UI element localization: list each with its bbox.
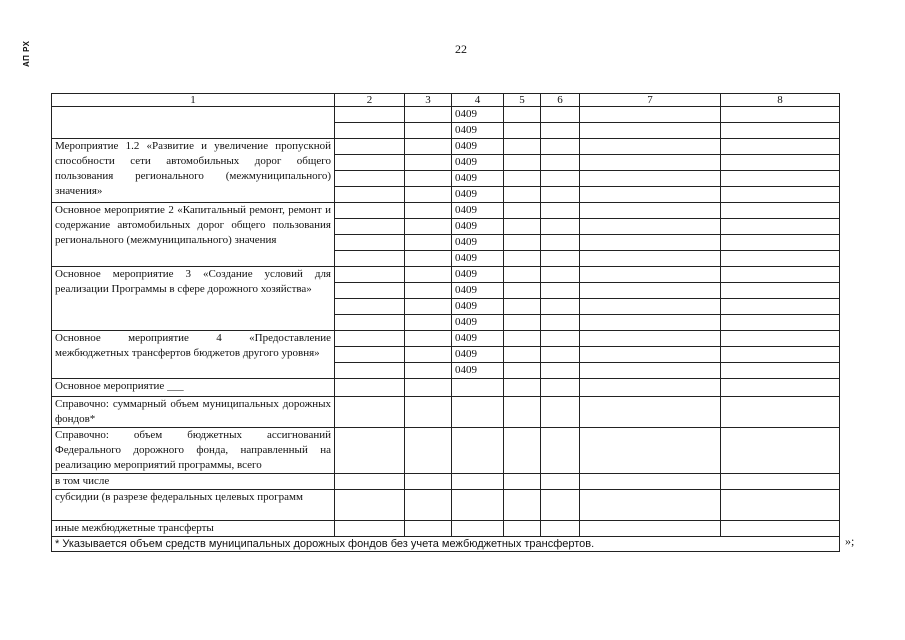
table-cell: [335, 139, 405, 155]
table-cell: [335, 155, 405, 171]
budget-code: 0409: [452, 123, 504, 139]
table-cell: [452, 521, 504, 537]
table-row: [52, 397, 840, 428]
table-cell: [541, 139, 580, 155]
table-cell: [504, 171, 541, 187]
budget-code: 0409: [452, 171, 504, 187]
column-header: 3: [405, 94, 452, 107]
table-cell: [580, 299, 721, 315]
table-cell: [580, 428, 721, 474]
table-cell: [504, 490, 541, 521]
table-cell: [721, 171, 840, 187]
table-cell: [405, 363, 452, 379]
table-row: [52, 428, 840, 474]
table-cell: [541, 107, 580, 123]
closing-mark: »;: [845, 534, 855, 548]
table-cell: [541, 155, 580, 171]
table-cell: [405, 347, 452, 363]
table-cell: [541, 299, 580, 315]
table-cell: [580, 123, 721, 139]
table-cell: [335, 363, 405, 379]
table-cell: [405, 107, 452, 123]
table-cell: [405, 219, 452, 235]
table-row: [52, 267, 840, 283]
table-cell: [335, 397, 405, 428]
table-cell: [721, 251, 840, 267]
table-cell: [721, 203, 840, 219]
table-cell: [504, 428, 541, 474]
table-cell: [504, 474, 541, 490]
table-cell: [335, 331, 405, 347]
table-cell: [721, 235, 840, 251]
column-header: 6: [541, 94, 580, 107]
table-cell: [504, 299, 541, 315]
table-cell: [335, 107, 405, 123]
table-cell: [721, 428, 840, 474]
measure-name: Основное мероприятие 3 «Создание условий для реализации Программы в сфере дорожного хозяйства»: [52, 267, 335, 331]
table-cell: [504, 235, 541, 251]
table-cell: [580, 219, 721, 235]
table-cell: [405, 235, 452, 251]
table-cell: [405, 267, 452, 283]
table-row: [52, 490, 840, 521]
budget-code: 0409: [452, 187, 504, 203]
table-cell: [452, 428, 504, 474]
table-cell: [541, 283, 580, 299]
table-row: [52, 379, 840, 397]
table-cell: [721, 331, 840, 347]
table-cell: [541, 315, 580, 331]
table-cell: [335, 315, 405, 331]
budget-code: 0409: [452, 155, 504, 171]
budget-code: 0409: [452, 347, 504, 363]
table-cell: [541, 521, 580, 537]
table-cell: [721, 267, 840, 283]
table-cell: [405, 155, 452, 171]
table-cell: [504, 123, 541, 139]
data-table: [51, 93, 840, 552]
table-cell: [721, 219, 840, 235]
side-label: АП РХ: [22, 40, 31, 68]
table-cell: [335, 123, 405, 139]
table-cell: [405, 203, 452, 219]
table-cell: [335, 347, 405, 363]
table-row: [52, 107, 840, 123]
table-cell: [541, 267, 580, 283]
table-cell: [580, 521, 721, 537]
table-cell: [335, 219, 405, 235]
column-header: 7: [580, 94, 721, 107]
table-cell: [335, 474, 405, 490]
budget-code: 0409: [452, 283, 504, 299]
budget-code: 0409: [452, 251, 504, 267]
table-cell: [721, 139, 840, 155]
table-cell: [580, 379, 721, 397]
table-cell: [580, 474, 721, 490]
table-cell: [541, 363, 580, 379]
table-header-row: [52, 94, 840, 107]
table-cell: [541, 379, 580, 397]
table-cell: [580, 107, 721, 123]
budget-code: 0409: [452, 107, 504, 123]
table-cell: [541, 331, 580, 347]
table-row: [52, 331, 840, 347]
measure-name: [52, 107, 335, 139]
table-cell: [405, 397, 452, 428]
table-cell: [721, 107, 840, 123]
table-cell: [580, 267, 721, 283]
table-cell: [504, 155, 541, 171]
table-cell: [721, 187, 840, 203]
budget-code: 0409: [452, 331, 504, 347]
table-cell: [541, 187, 580, 203]
budget-code: 0409: [452, 267, 504, 283]
page-number: 22: [455, 42, 467, 56]
column-header: 8: [721, 94, 840, 107]
table-cell: [504, 283, 541, 299]
table-cell: [504, 251, 541, 267]
table-cell: [541, 428, 580, 474]
table-cell: [335, 267, 405, 283]
table-cell: [504, 315, 541, 331]
table-cell: [452, 397, 504, 428]
table-cell: [721, 363, 840, 379]
table-cell: [405, 187, 452, 203]
table-row: [52, 521, 840, 537]
table-row: [52, 139, 840, 155]
table-cell: [580, 315, 721, 331]
table-cell: [452, 474, 504, 490]
table-cell: [580, 139, 721, 155]
footnote-row: [52, 537, 840, 552]
table-cell: [405, 283, 452, 299]
table-row: [52, 203, 840, 219]
table-cell: [580, 363, 721, 379]
budget-code: 0409: [452, 203, 504, 219]
table-cell: [721, 299, 840, 315]
table-cell: [541, 123, 580, 139]
table-cell: [504, 347, 541, 363]
table-cell: [504, 521, 541, 537]
measure-name: Основное мероприятие 4 «Предоставление межбюджетных трансфертов бюджетов другого уровня»: [52, 331, 335, 379]
table-cell: [452, 379, 504, 397]
table-cell: [580, 171, 721, 187]
table-cell: [721, 123, 840, 139]
measure-name: Мероприятие 1.2 «Развитие и увеличение пропускной способности сети автомобильных дорог общего пользования регионального (межмуниципального) значения»: [52, 139, 335, 203]
table-row: [52, 474, 840, 490]
table-cell: [541, 235, 580, 251]
table-cell: [541, 347, 580, 363]
table-cell: [405, 315, 452, 331]
table-cell: [504, 187, 541, 203]
row-label: субсидии (в разрезе федеральных целевых программ: [52, 490, 335, 521]
table-cell: [504, 363, 541, 379]
table-cell: [504, 219, 541, 235]
table-cell: [541, 490, 580, 521]
table-cell: [335, 187, 405, 203]
table-cell: [405, 428, 452, 474]
table-cell: [504, 107, 541, 123]
row-label: Основное мероприятие ___: [52, 379, 335, 397]
footnote: * Указывается объем средств муниципальных дорожных фондов без учета межбюджетных трансфертов.: [52, 537, 840, 552]
table-cell: [541, 474, 580, 490]
table-cell: [721, 283, 840, 299]
budget-code: 0409: [452, 219, 504, 235]
table-cell: [721, 155, 840, 171]
table-cell: [580, 397, 721, 428]
table-cell: [335, 235, 405, 251]
table-cell: [541, 397, 580, 428]
measure-name: Основное мероприятие 2 «Капитальный ремонт, ремонт и содержание автомобильных дорог общего пользования регионального (межмуниципального) значения: [52, 203, 335, 267]
table-cell: [335, 283, 405, 299]
table-cell: [721, 315, 840, 331]
table-cell: [721, 521, 840, 537]
table-cell: [721, 379, 840, 397]
table-cell: [405, 521, 452, 537]
budget-code: 0409: [452, 363, 504, 379]
table-cell: [452, 490, 504, 521]
table-cell: [405, 123, 452, 139]
column-header: 4: [452, 94, 504, 107]
table-cell: [580, 347, 721, 363]
table-cell: [335, 203, 405, 219]
budget-code: 0409: [452, 315, 504, 331]
table-cell: [335, 521, 405, 537]
table-cell: [405, 490, 452, 521]
row-label: иные межбюджетные трансферты: [52, 521, 335, 537]
table-cell: [721, 397, 840, 428]
table-cell: [405, 139, 452, 155]
table-cell: [335, 428, 405, 474]
column-header: 1: [52, 94, 335, 107]
table-cell: [580, 155, 721, 171]
table-cell: [405, 171, 452, 187]
table-cell: [580, 187, 721, 203]
table-body: [52, 94, 840, 552]
table-cell: [335, 251, 405, 267]
table-cell: [335, 379, 405, 397]
table-cell: [580, 283, 721, 299]
column-header: 5: [504, 94, 541, 107]
table-cell: [580, 203, 721, 219]
budget-code: 0409: [452, 139, 504, 155]
table-cell: [405, 379, 452, 397]
table-cell: [405, 331, 452, 347]
budget-code: 0409: [452, 235, 504, 251]
table-cell: [580, 490, 721, 521]
table-cell: [721, 347, 840, 363]
table-cell: [504, 267, 541, 283]
table-cell: [405, 299, 452, 315]
table-cell: [504, 203, 541, 219]
table-cell: [405, 251, 452, 267]
table-cell: [504, 331, 541, 347]
table-cell: [335, 490, 405, 521]
budget-code: 0409: [452, 299, 504, 315]
table-cell: [335, 171, 405, 187]
table-cell: [405, 474, 452, 490]
table-cell: [541, 203, 580, 219]
table-cell: [541, 171, 580, 187]
table-cell: [541, 251, 580, 267]
column-header: 2: [335, 94, 405, 107]
row-label: в том числе: [52, 474, 335, 490]
table-cell: [580, 331, 721, 347]
table-cell: [504, 397, 541, 428]
table-cell: [335, 299, 405, 315]
table-cell: [580, 235, 721, 251]
table-cell: [721, 490, 840, 521]
table-cell: [504, 139, 541, 155]
table-cell: [541, 219, 580, 235]
row-label: Справочно: объем бюджетных ассигнований Федерального дорожного фонда, направленный на реализацию мероприятий программы, всего: [52, 428, 335, 474]
table-cell: [721, 474, 840, 490]
table-cell: [580, 251, 721, 267]
table-cell: [504, 379, 541, 397]
row-label: Справочно: суммарный объем муниципальных дорожных фондов*: [52, 397, 335, 428]
